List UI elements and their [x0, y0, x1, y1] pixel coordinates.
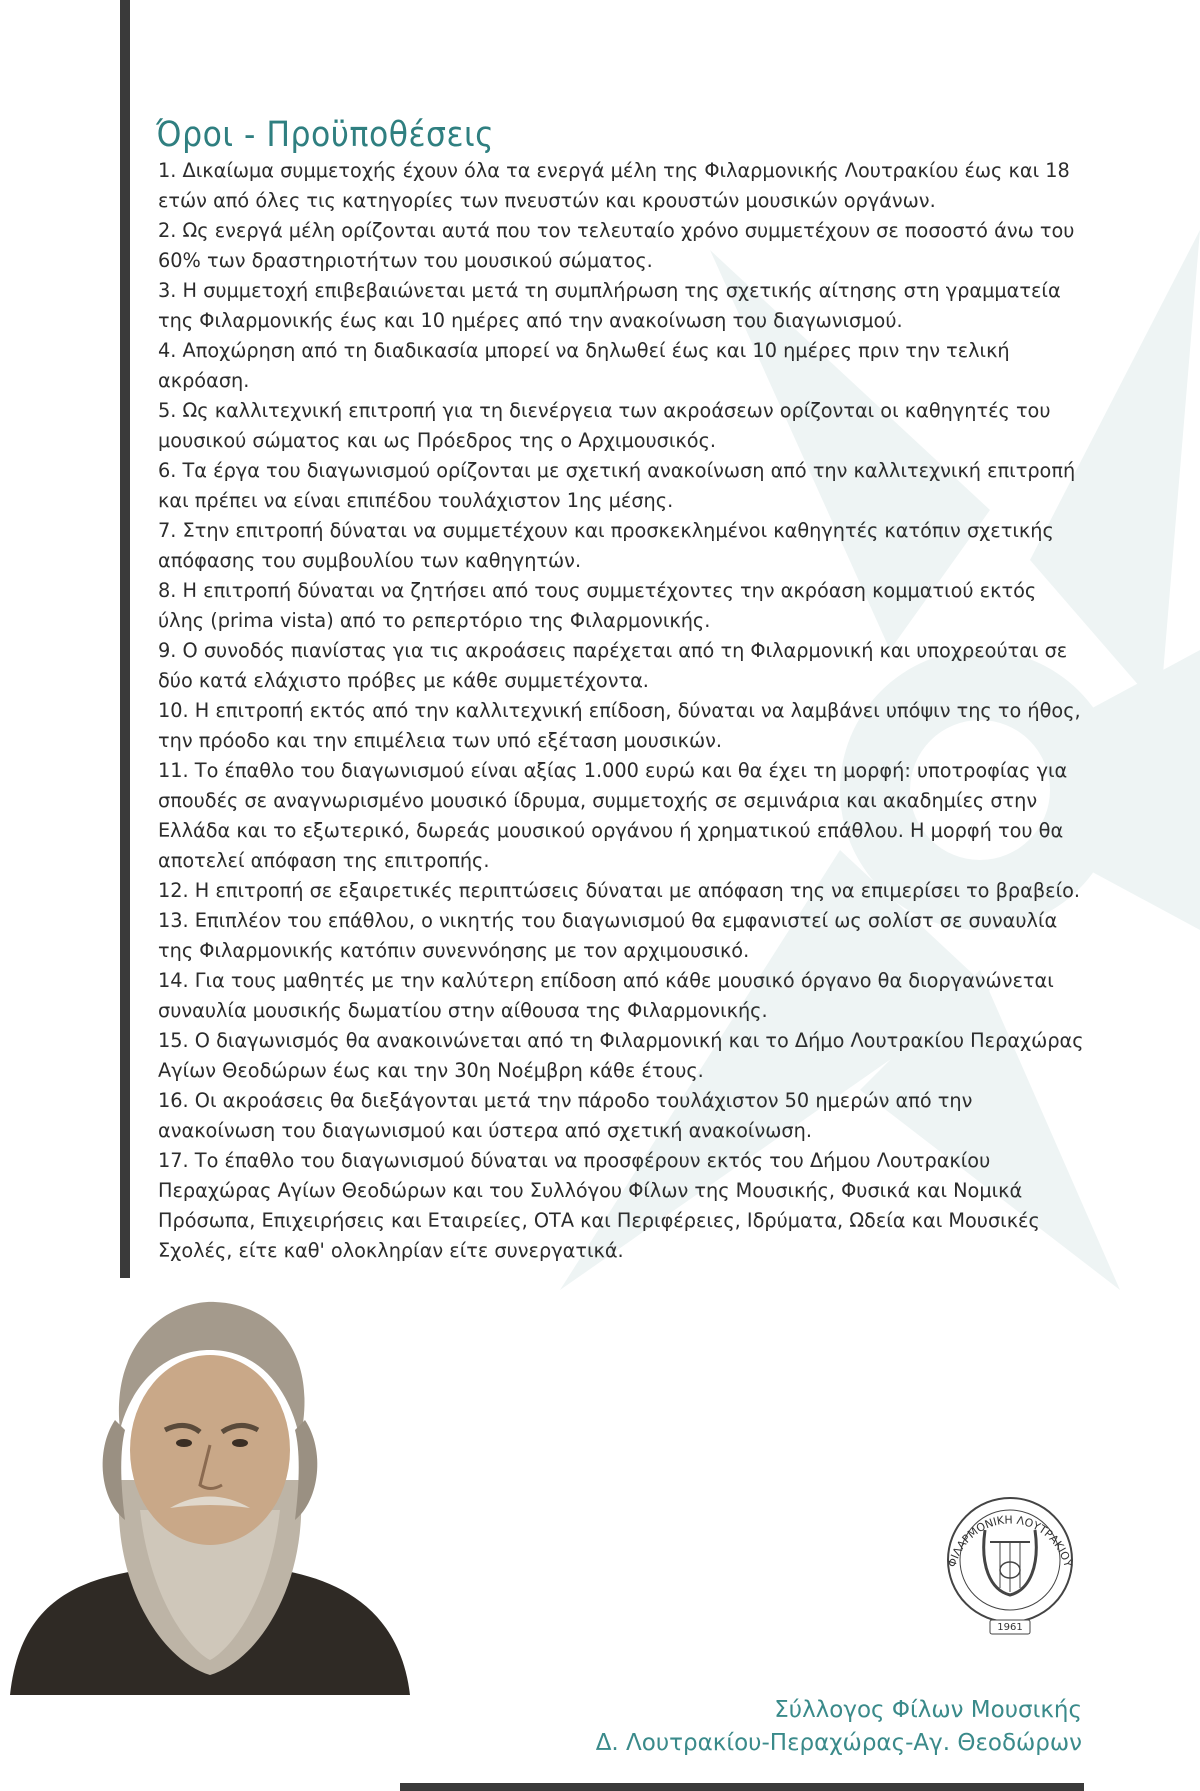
term-item: 16. Οι ακροάσεις θα διεξάγονται μετά την πάροδο τουλάχιστον 50 ημερών από την ανακοίνωση του διαγωνισμού και ύστερα από σχετική ανακοίνωση.	[158, 1089, 973, 1142]
term-item: 9. Ο συνοδός πιανίστας για τις ακροάσεις παρέχεται από τη Φιλαρμονική και υποχρεούται σε δύο κατά ελάχιστο πρόβες με κάθε συμμετέχοντα.	[158, 639, 1068, 692]
term-item: 14. Για τους μαθητές με την καλύτερη επίδοση από κάθε μουσικό όργανο θα διοργανώνεται συναυλία μουσικής δωματίου στην αίθουσα της Φιλαρμονικής.	[158, 969, 1054, 1022]
term-item: 4. Αποχώρηση από τη διαδικασία μπορεί να δηλωθεί έως και 10 ημέρες πριν την τελική ακρόαση.	[158, 339, 1010, 392]
organization-location: Δ. Λουτρακίου-Περαχώρας-Αγ. Θεοδώρων	[595, 1730, 1082, 1756]
terms-list	[158, 156, 1088, 1266]
page-title: Όροι - Προϋποθέσεις	[156, 115, 495, 156]
term-item: 12. Η επιτροπή σε εξαιρετικές περιπτώσεις δύναται με απόφαση της να επιμερίσει το βραβείο.	[158, 879, 1081, 902]
term-item: 10. Η επιτροπή εκτός από την καλλιτεχνική επίδοση, δύναται να λαμβάνει υπόψιν της το ήθος, την πρόοδο και την επιμέλεια των υπό εξέταση μουσικών.	[158, 699, 1081, 752]
logo-year: 1961	[997, 1622, 1023, 1633]
organization-name: Σύλλογος Φίλων Μουσικής	[774, 1697, 1082, 1723]
left-decorative-bar	[120, 0, 130, 1278]
term-item: 2. Ως ενεργά μέλη ορίζονται αυτά που τον τελευταίο χρόνο συμμετέχουν σε ποσοστό άνω του 60% των δραστηριοτήτων του μουσικού σώματος.	[158, 219, 1075, 272]
term-item: 6. Τα έργα του διαγωνισμού ορίζονται με σχετική ανακοίνωση από την καλλιτεχνική επιτροπή και πρέπει να είναι επιπέδου τουλάχιστον 1ης μέσης.	[158, 459, 1076, 512]
term-item: 3. Η συμμετοχή επιβεβαιώνεται μετά τη συμπλήρωση της σχετικής αίτησης στη γραμματεία της Φιλαρμονικής έως και 10 ημέρες από την ανακοίνωση του διαγωνισμού.	[158, 279, 1061, 332]
term-item: 1. Δικαίωμα συμμετοχής έχουν όλα τα ενεργά μέλη της Φιλαρμονικής Λουτρακίου έως και 18 ετών από όλες τις κατηγορίες των πνευστών και κρουστών μουσικών οργάνων.	[158, 159, 1070, 212]
bottom-divider-bar	[400, 1783, 1084, 1791]
term-item: 15. Ο διαγωνισμός θα ανακοινώνεται από τη Φιλαρμονική και το Δήμο Λουτρακίου Περαχώρας Αγίων Θεοδώρων έως και την 30η Νοέμβρη κάθε έτους.	[158, 1029, 1084, 1082]
term-item: 7. Στην επιτροπή δύναται να συμμετέχουν και προσκεκλημένοι καθηγητές κατόπιν σχετικής απόφασης του συμβουλίου των καθηγητών.	[158, 519, 1054, 572]
logo-text: ΦΙΛΑΡΜΟΝΙΚΗ ΛΟΥΤΡΑΚΙΟΥ	[945, 1513, 1075, 1569]
term-item: 8. Η επιτροπή δύναται να ζητήσει από τους συμμετέχοντες την ακρόαση κομματιού εκτός ύλης (prima vista) από το ρεπερτόριο της Φιλαρμονικής.	[158, 579, 1037, 632]
term-item: 5. Ως καλλιτεχνική επιτροπή για τη διενέργεια των ακροάσεων ορίζονται οι καθηγητές του μουσικού σώματος και ως Πρόεδρος της ο Αρχιμουσικός.	[158, 399, 1051, 452]
term-item: 13. Επιπλέον του επάθλου, ο νικητής του διαγωνισμού θα εμφανιστεί ως σολίστ σε συναυλία της Φιλαρμονικής κατόπιν συνεννόησης με τον αρχιμουσικό.	[158, 909, 1058, 962]
portrait-image	[0, 1280, 420, 1695]
term-item: 17. Το έπαθλο του διαγωνισμού δύναται να προσφέρουν εκτός του Δήμου Λουτρακίου Περαχώρας Αγίων Θεοδώρων και του Συλλόγου Φίλων της Μουσικής, Φυσικά και Νομικά Πρόσωπα, Επιχειρήσεις και Εταιρείες, ΟΤΑ και Περιφέρειες, Ιδρύματα, Ωδεία και Μουσικές Σχολές, είτε καθ' ολοκληρίαν είτε συνεργατικά.	[158, 1149, 1040, 1262]
term-item: 11. Το έπαθλο του διαγωνισμού είναι αξίας 1.000 ευρώ και θα έχει τη μορφή: υποτροφίας για σπουδές σε αναγνωρισμένο μουσικό ίδρυμα, συμμετοχής σε σεμινάρια και ακαδημίες στην Ελλάδα και το εξωτερικό, δωρεάς μουσικού οργάνου ή χρηματικού επάθλου. Η μορφή του θα αποτελεί απόφαση της επιτροπής.	[158, 759, 1068, 872]
